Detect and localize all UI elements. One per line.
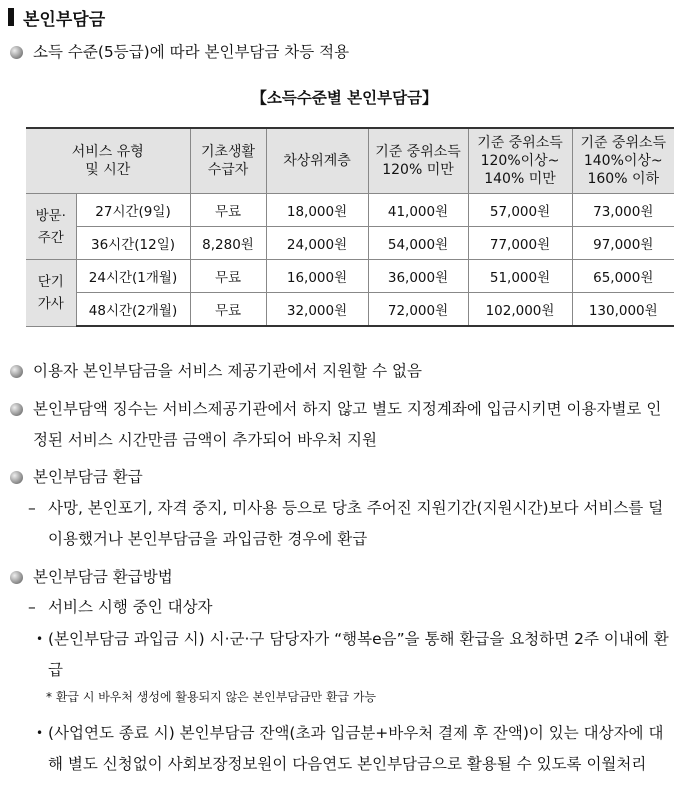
table-row [26, 194, 674, 227]
method-dash-item [28, 592, 678, 623]
sphere-bullet-icon [10, 365, 23, 378]
bullet-refund-text: 본인부담금 환급 [33, 468, 143, 486]
table-cell: 무료 [190, 260, 266, 293]
bullet-collection [10, 394, 673, 456]
refund-note: * 환급 시 바우처 생성에 활용되지 않은 본인부담금만 환급 가능 [46, 690, 377, 704]
refund-dash-text: 사망, 본인포기, 자격 중지, 미사용 등으로 당초 주어진 지원기간(지원시간)보다 서비스를 덜 이용했거나 본인부담금을 과입금한 경우에 환급 [48, 499, 664, 548]
header-140-160: 기준 중위소득 140%이상~ 160% 이하 [572, 128, 674, 194]
method-dash-text: 서비스 시행 중인 대상자 [48, 598, 213, 616]
table-cell: 51,000원 [468, 260, 572, 293]
table-cell: 36시간(12일) [76, 227, 190, 260]
method-dot-item-overpay [36, 624, 678, 686]
table-cell: 72,000원 [368, 293, 468, 327]
section-title-text: 본인부담금 [23, 9, 106, 30]
table-cell: 24시간(1개월) [76, 260, 190, 293]
table-cell: 41,000원 [368, 194, 468, 227]
refund-dash-item [28, 493, 678, 555]
table-row [26, 293, 674, 327]
table-row [26, 260, 674, 293]
table-cell: 무료 [190, 194, 266, 227]
table-cell: 57,000원 [468, 194, 572, 227]
group-short-housework: 단기 가사 [26, 260, 76, 327]
table-cell: 54,000원 [368, 227, 468, 260]
dash-marker: – [28, 598, 36, 616]
table-cell: 24,000원 [266, 227, 368, 260]
table-cell: 130,000원 [572, 293, 674, 327]
group-visit-daytime: 방문· 주간 [26, 194, 76, 260]
table-cell: 102,000원 [468, 293, 572, 327]
sphere-bullet-icon [10, 403, 23, 416]
bullet-refund-method-text: 본인부담금 환급방법 [33, 568, 173, 586]
small-dot-icon: • [36, 726, 44, 740]
table-cell: 32,000원 [266, 293, 368, 327]
table-cell: 65,000원 [572, 260, 674, 293]
sphere-bullet-icon [10, 571, 23, 584]
table-header-row [26, 128, 674, 194]
method-dot-overpay-text: (본인부담금 과입금 시) 시·군·구 담당자가 “행복e음”을 통해 환급을 요청하면 2주 이내에 환급 [48, 630, 669, 679]
table-row [26, 227, 674, 260]
table-caption: 【소득수준별 본인부담금】 [251, 89, 438, 107]
fee-table [26, 127, 674, 327]
header-under-120: 기준 중위소득 120% 미만 [368, 128, 468, 194]
small-dot-icon: • [36, 632, 44, 646]
table-cell: 73,000원 [572, 194, 674, 227]
bullet-intro-text: 소득 수준(5등급)에 따라 본인부담금 차등 적용 [33, 43, 350, 61]
sphere-bullet-icon [10, 471, 23, 484]
method-dot-yearend-text: (사업연도 종료 시) 본인부담금 잔액(초과 입금분+바우처 결제 후 잔액)이 있는 대상자에 대해 별도 신청없이 사회보장정보원이 다음연도 본인부담금으로 활용될 수 있도록 이월처리 [48, 724, 664, 773]
bullet-no-support [10, 356, 673, 387]
table-cell: 36,000원 [368, 260, 468, 293]
method-dot-item-yearend [36, 718, 678, 780]
table-cell: 48시간(2개월) [76, 293, 190, 327]
bullet-no-support-text: 이용자 본인부담금을 서비스 제공기관에서 지원할 수 없음 [33, 362, 422, 380]
table-cell: 97,000원 [572, 227, 674, 260]
bullet-refund [10, 462, 673, 493]
sphere-bullet-icon [10, 46, 23, 59]
table-cell: 8,280원 [190, 227, 266, 260]
bullet-collection-text: 본인부담액 징수는 서비스제공기관에서 하지 않고 별도 지정계좌에 입금시키면 이용자별로 인정된 서비스 시간만큼 금액이 추가되어 바우처 지원 [33, 400, 662, 449]
header-service-type: 서비스 유형 및 시간 [26, 128, 190, 194]
table-cell: 16,000원 [266, 260, 368, 293]
table-cell: 77,000원 [468, 227, 572, 260]
header-120-140: 기준 중위소득 120%이상~ 140% 미만 [468, 128, 572, 194]
header-near-poverty: 차상위계층 [266, 128, 368, 194]
square-bullet-icon [8, 8, 14, 26]
table-cell: 27시간(9일) [76, 194, 190, 227]
header-basic-living: 기초생활 수급자 [190, 128, 266, 194]
table-cell: 무료 [190, 293, 266, 327]
section-title [8, 4, 105, 30]
dash-marker: – [28, 499, 36, 517]
bullet-refund-method [10, 562, 673, 593]
bullet-intro [10, 37, 673, 68]
table-cell: 18,000원 [266, 194, 368, 227]
